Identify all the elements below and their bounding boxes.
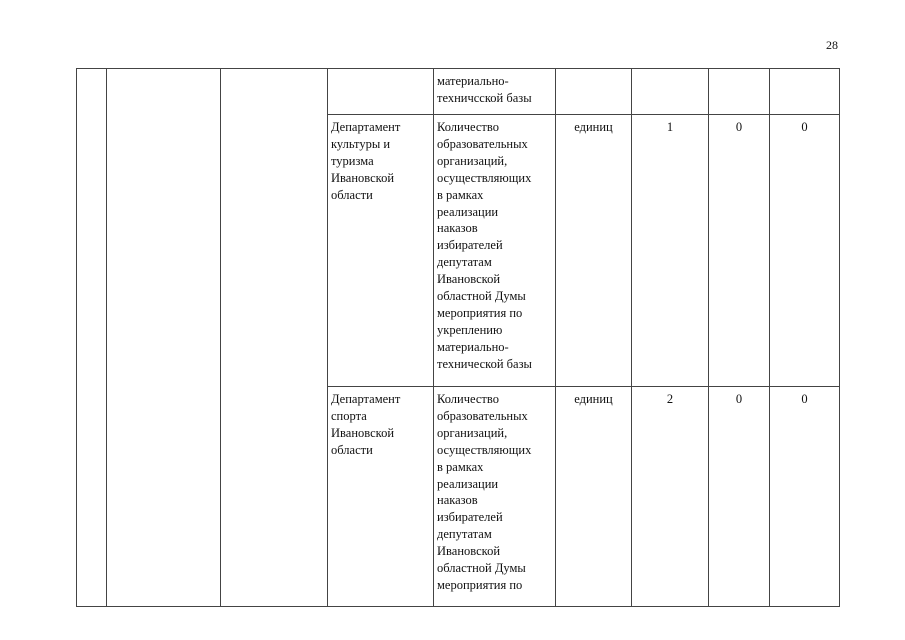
value-cell-1 [632, 69, 709, 115]
value-cell-1: 1 [632, 115, 709, 387]
unit-cell [556, 69, 632, 115]
merged-cell-program [107, 69, 221, 607]
value-cell-2 [709, 69, 770, 115]
merged-cell-number [77, 69, 107, 607]
value-cell-3: 0 [770, 387, 840, 607]
value-cell-3 [770, 69, 840, 115]
table-row [77, 69, 840, 115]
page-number: 28 [826, 38, 838, 52]
unit-cell: единиц [556, 115, 632, 387]
department-cell: Департамент культуры и туризма Ивановской области [328, 115, 434, 387]
indicator-cell: Количество образовательных организаций, осуществляющих в рамках реализации наказов избирателей депутатам Ивановской областной Думы мероприятия по укреплению материально- технической базы [434, 115, 556, 387]
value-cell-3: 0 [770, 115, 840, 387]
value-cell-2: 0 [709, 387, 770, 607]
value-cell-2: 0 [709, 115, 770, 387]
unit-cell: единиц [556, 387, 632, 607]
department-cell: Департамент спорта Ивановской области [328, 387, 434, 607]
value-cell-1: 2 [632, 387, 709, 607]
data-table [76, 68, 840, 607]
indicator-cell: Количество образовательных организаций, осуществляющих в рамках реализации наказов избирателей депутатам Ивановской областной Думы мероприятия по [434, 387, 556, 607]
merged-cell-event [221, 69, 328, 607]
indicator-cell: материально- техничсской базы [434, 69, 556, 115]
department-cell [328, 69, 434, 115]
